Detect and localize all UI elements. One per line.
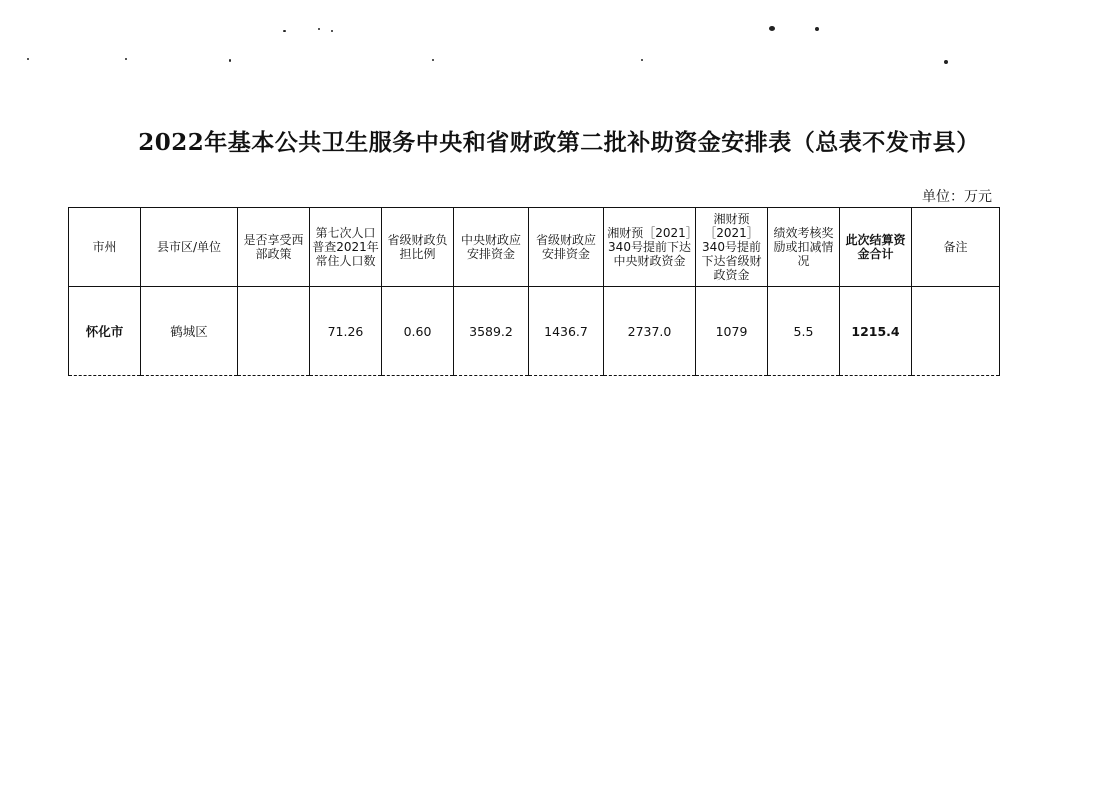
- cell-settlement-total: 1215.4: [840, 287, 912, 376]
- header-performance-adjustment: 绩效考核奖励或扣减情况: [768, 208, 840, 287]
- header-provincial-share-ratio: 省级财政负担比例: [382, 208, 454, 287]
- header-advance-provincial-funds: 湘财预［2021］340号提前下达省级财政资金: [696, 208, 768, 287]
- header-western-policy: 是否享受西部政策: [238, 208, 310, 287]
- scan-speck: [283, 30, 286, 32]
- scan-speck: [125, 58, 127, 60]
- document-title: 2022年基本公共卫生服务中央和省财政第二批补助资金安排表（总表不发市县）: [138, 129, 980, 156]
- cell-city: 怀化市: [69, 287, 141, 376]
- scan-speck: [944, 60, 948, 64]
- cell-performance-adjustment: 5.5: [768, 287, 840, 376]
- scan-speck: [815, 27, 819, 31]
- header-remarks: 备注: [912, 208, 1000, 287]
- scan-speck: [641, 59, 643, 61]
- cell-advance-provincial-funds: 1079: [696, 287, 768, 376]
- scan-speck: [432, 59, 434, 61]
- header-county-unit: 县市区/单位: [141, 208, 238, 287]
- header-provincial-funds: 省级财政应安排资金: [529, 208, 604, 287]
- scan-speck: [331, 30, 333, 32]
- cell-county-unit: 鹤城区: [141, 287, 238, 376]
- cell-provincial-share-ratio: 0.60: [382, 287, 454, 376]
- header-settlement-total: 此次结算资金合计: [840, 208, 912, 287]
- header-census-population: 第七次人口普查2021年常住人口数: [310, 208, 382, 287]
- header-central-funds: 中央财政应安排资金: [454, 208, 529, 287]
- table-row: [69, 287, 1000, 376]
- header-city: 市州: [69, 208, 141, 287]
- scan-speck: [769, 26, 775, 31]
- cell-central-funds: 3589.2: [454, 287, 529, 376]
- scan-speck: [229, 59, 231, 62]
- cell-advance-central-funds: 2737.0: [604, 287, 696, 376]
- cell-census-population: 71.26: [310, 287, 382, 376]
- header-advance-central-funds: 湘财预［2021］340号提前下达中央财政资金: [604, 208, 696, 287]
- scan-speck: [27, 58, 29, 60]
- allocation-table: [68, 207, 1000, 376]
- cell-remarks: [912, 287, 1000, 376]
- table-header-row: [69, 208, 1000, 287]
- unit-label: 单位：万元: [922, 189, 992, 205]
- scan-speck: [318, 28, 320, 30]
- cell-western-policy: [238, 287, 310, 376]
- cell-provincial-funds: 1436.7: [529, 287, 604, 376]
